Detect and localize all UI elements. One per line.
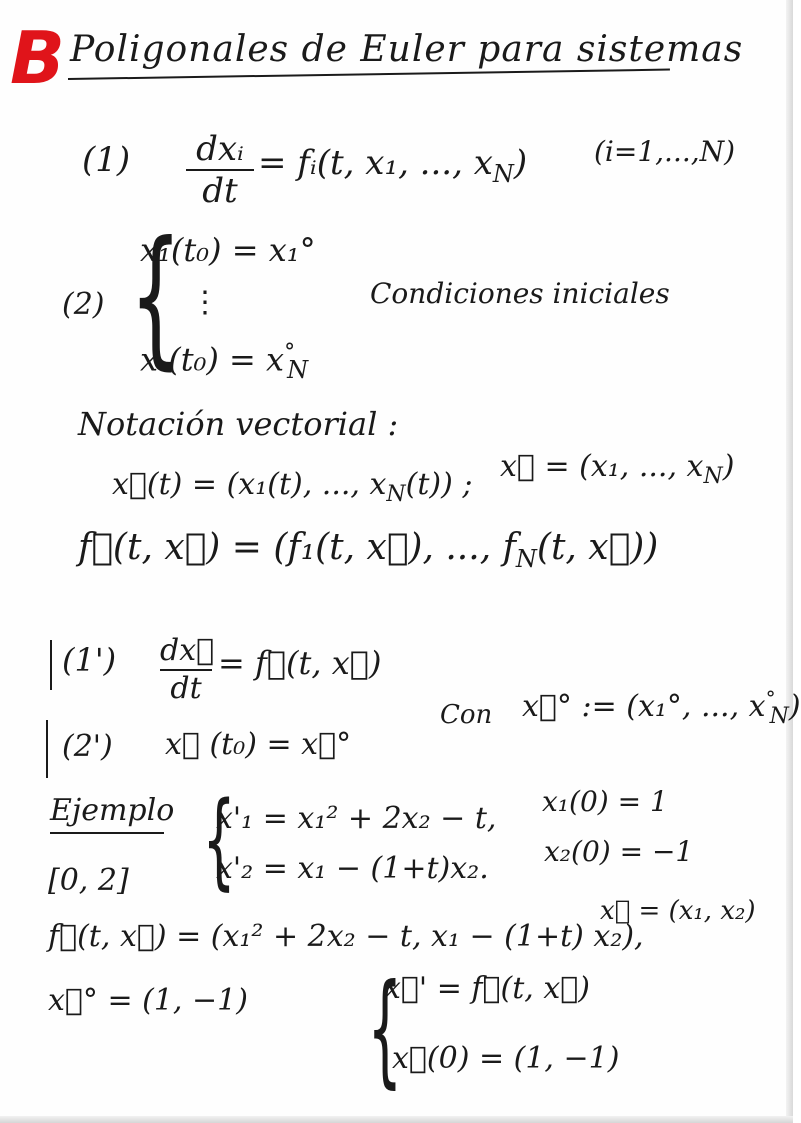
vector-eq1-numerator: dx⃗ bbox=[160, 633, 215, 668]
eq1-index-range: (i=1,...,N) bbox=[594, 135, 736, 168]
example-vector-system-a: x⃗' = f⃗(t, x⃗) bbox=[384, 971, 590, 1006]
example-init-b: x₂(0) = −1 bbox=[544, 835, 694, 868]
eq2-line3-sup: ° bbox=[284, 340, 296, 365]
notation-x-of-t-main: x⃗(t) = (x₁(t), ..., x bbox=[112, 467, 387, 502]
example-heading: Ejemplo bbox=[50, 793, 175, 828]
page-edge-shadow-right bbox=[786, 0, 793, 1123]
eq1-numerator: dxᵢ bbox=[196, 129, 244, 169]
notation-x-vector-close: ) bbox=[722, 449, 735, 484]
eq2-left-brace: { bbox=[129, 210, 182, 384]
eq2-line3-main: x (t₀) = x bbox=[140, 340, 285, 379]
notation-f-vector bbox=[78, 527, 659, 574]
notation-x-vector bbox=[500, 449, 735, 489]
eq2-note: Condiciones iniciales bbox=[370, 277, 670, 310]
notation-f-vector-sub: N bbox=[515, 545, 537, 574]
eq1-denominator: dt bbox=[202, 171, 238, 211]
eq1-rhs bbox=[258, 143, 528, 188]
vector-system-bracket-top bbox=[50, 640, 52, 690]
vector-x0-definition-sup: ° bbox=[765, 686, 776, 710]
eq2-label: (2) bbox=[62, 287, 105, 322]
eq2-line3 bbox=[140, 340, 309, 385]
vector-system-bracket-bottom bbox=[46, 720, 48, 778]
vector-x0-definition-close: ) bbox=[788, 689, 801, 724]
example-x-definition: x⃗ = (x₁, x₂) bbox=[600, 896, 756, 926]
example-f-definition: f⃗(t, x⃗) = (x₁² + 2x₂ − t, x₁ − (1+t) x₂), bbox=[48, 919, 644, 954]
eq2-line1: x₁(t₀) = x₁° bbox=[140, 231, 316, 269]
page-title: Poligonales de Euler para sistemas bbox=[70, 29, 744, 70]
notation-x-vector-main: x⃗ = (x₁, ..., x bbox=[500, 449, 704, 484]
example-eq-a: x'₁ = x₁² + 2x₂ − t, bbox=[216, 801, 497, 836]
notation-f-vector-close: (t, x⃗)) bbox=[536, 527, 659, 568]
vector-eq1-derivative bbox=[160, 633, 215, 706]
title-underline bbox=[68, 69, 670, 80]
example-system-brace: { bbox=[202, 779, 236, 901]
page-edge-shadow-bottom bbox=[0, 1116, 793, 1123]
notation-x-of-t-close: (t)) ; bbox=[405, 467, 473, 502]
notation-x-of-t bbox=[112, 467, 473, 507]
vector-x0-definition bbox=[522, 688, 801, 728]
example-eq-b: x'₂ = x₁ − (1+t)x₂. bbox=[216, 851, 489, 886]
example-vector-system-b: x⃗(0) = (1, −1) bbox=[392, 1041, 620, 1076]
example-interval: [0, 2] bbox=[48, 863, 129, 898]
vector-eq1-denominator: dt bbox=[170, 671, 202, 706]
section-badge: B bbox=[10, 16, 65, 100]
eq1-derivative bbox=[186, 129, 254, 211]
vector-con-word: Con bbox=[440, 700, 493, 730]
notation-heading: Notación vectorial : bbox=[78, 405, 399, 443]
notation-x-vector-sub: N bbox=[703, 464, 723, 489]
example-initial-vector: x⃗° = (1, −1) bbox=[48, 983, 248, 1018]
vector-x0-definition-main: x⃗° := (x₁°, ..., x bbox=[522, 689, 766, 724]
eq2-vertical-dots: ⋮ bbox=[190, 285, 220, 320]
notation-x-of-t-sub: N bbox=[386, 482, 406, 507]
vector-eq2-label: (2') bbox=[62, 729, 113, 764]
eq2-line3-sub: N bbox=[287, 356, 309, 385]
vector-x0-definition-sub: N bbox=[769, 704, 789, 729]
eq1-rhs-close: ) bbox=[513, 143, 528, 183]
vector-eq1-label: (1') bbox=[62, 641, 117, 679]
eq1-rhs-sub: N bbox=[492, 159, 514, 188]
eq1-rhs-main: = fᵢ(t, x₁, ..., x bbox=[258, 143, 493, 183]
notation-f-vector-main: f⃗(t, x⃗) = (f₁(t, x⃗), ..., f bbox=[78, 527, 516, 568]
eq1-label: (1) bbox=[82, 140, 131, 180]
vector-eq1-rhs: = f⃗(t, x⃗) bbox=[218, 644, 382, 682]
example-vector-system-brace: { bbox=[367, 958, 403, 1100]
example-heading-underline bbox=[50, 832, 164, 834]
vector-eq2-init: x⃗ (t₀) = x⃗° bbox=[165, 727, 352, 762]
example-init-a: x₁(0) = 1 bbox=[542, 785, 668, 818]
